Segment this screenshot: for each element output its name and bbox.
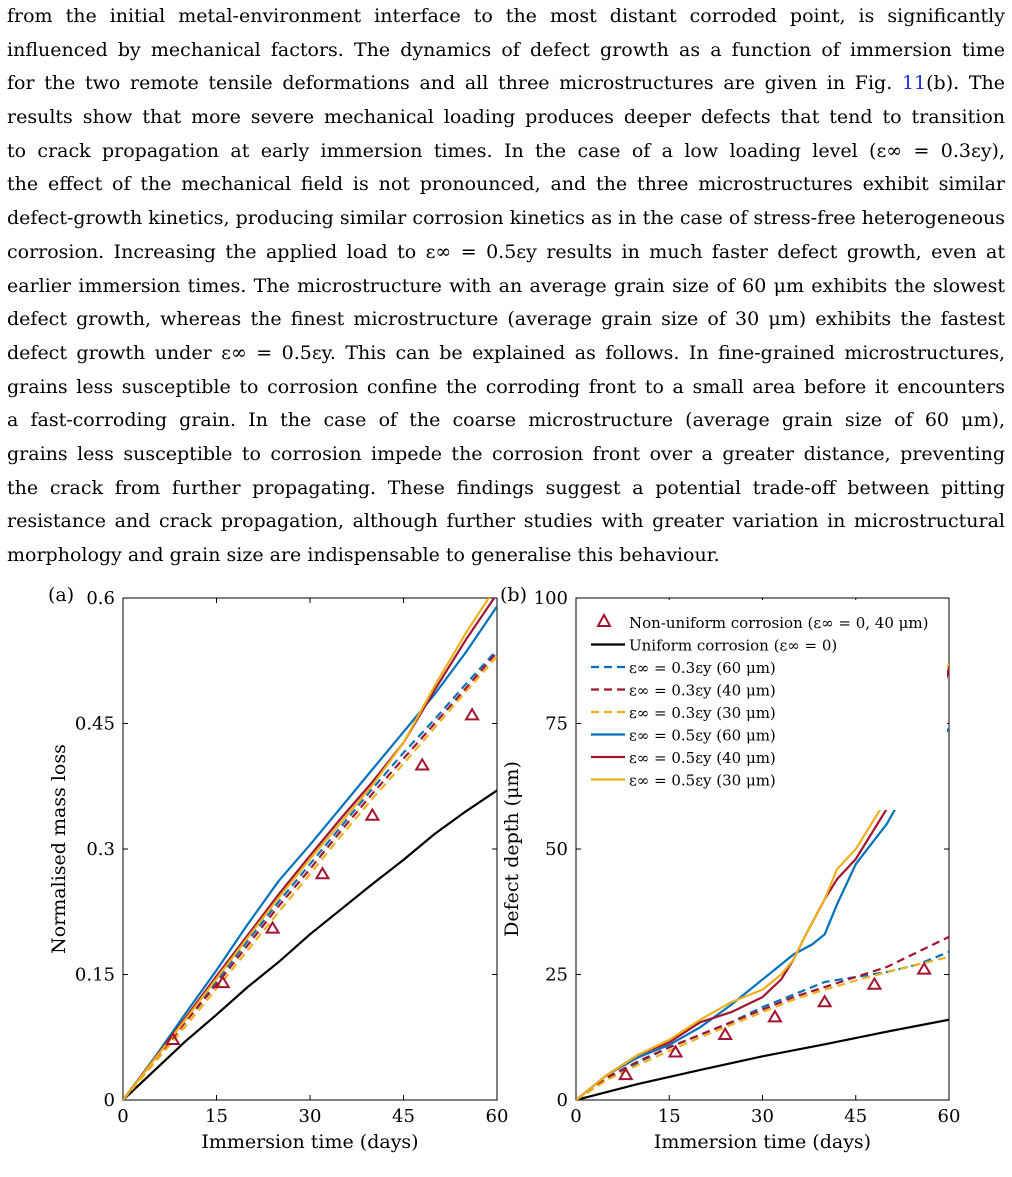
legend-label-s05_40: ε∞ = 0.5εy (40 μm) [629, 749, 776, 767]
series-line-s03_40 [576, 937, 949, 1100]
paragraph-line-6: the effect of the mechanical field is not pronounced, and the three microstructures exhibit similar [7, 173, 1005, 196]
paragraph-line-16: resistance and crack propagation, although further studies with greater variation in microstructural [7, 510, 1005, 533]
marker-nonuniform [769, 1011, 781, 1021]
paragraph-line-9: earlier immersion times. The microstructure with an average grain size of 60 μm exhibits the slowest [7, 274, 1005, 297]
marker-nonuniform [466, 709, 478, 719]
paragraph-line-14: grains less susceptible to corrosion impede the corrosion front over a greater distance, preventing [7, 442, 1005, 465]
x-tick-label: 60 [937, 1106, 961, 1127]
body-paragraph [7, 0, 1005, 573]
y-tick-label: 0 [556, 1090, 568, 1111]
y-tick-label: 0.6 [86, 588, 115, 609]
x-tick-label: 15 [657, 1106, 681, 1127]
paragraph-line-7: defect-growth kinetics, producing similar corrosion kinetics as in the case of stress-free heterogeneous [7, 207, 1005, 230]
x-tick-label: 30 [298, 1106, 322, 1127]
paragraph-line-17: morphology and grain size are indispensable to generalise this behaviour. [7, 544, 720, 566]
series-line-s03_30 [123, 657, 497, 1100]
panel-label: (a) [48, 584, 75, 606]
y-tick-label: 25 [545, 964, 568, 986]
x-axis-label: Immersion time (days) [201, 1131, 419, 1153]
figure-reference-link[interactable]: 11 [901, 72, 927, 95]
paragraph-line-5: to crack propagation at early immersion times. In the case of a low loading level (ε∞ = 0.3εy), [7, 139, 1005, 162]
legend-label-s03_40: ε∞ = 0.3εy (40 μm) [629, 681, 776, 700]
marker-nonuniform [719, 1029, 731, 1039]
legend-label-uniform: Uniform corrosion (ε∞ = 0) [629, 636, 838, 655]
paragraph-line-15: the crack from further propagating. These findings suggest a potential trade-off between pitting [7, 476, 1005, 499]
marker-nonuniform [819, 996, 831, 1006]
panel-b-defect-depth [500, 584, 960, 1153]
legend-label-s05_60: ε∞ = 0.5εy (60 μm) [629, 726, 776, 745]
x-tick-label: 0 [117, 1106, 129, 1127]
y-tick-label: 50 [545, 839, 568, 860]
x-axis-label: Immersion time (days) [653, 1131, 872, 1153]
series-line-uniform [123, 790, 497, 1100]
legend-label-s03_30: ε∞ = 0.3εy (30 μm) [629, 704, 776, 722]
legend [585, 600, 947, 810]
paragraph-line-1: from the initial metal-environment interface to the most distant corroded point, is significantly [7, 5, 1005, 27]
legend-label-nonuniform: Non-uniform corrosion (ε∞ = 0, 40 μm) [629, 614, 929, 632]
paragraph-line-4: results show that more severe mechanical loading produces deeper defects that tend to transition [7, 106, 1005, 129]
marker-nonuniform [416, 759, 428, 769]
panel-label: (b) [500, 584, 527, 606]
marker-nonuniform [316, 868, 328, 878]
y-tick-label: 0.15 [74, 964, 115, 986]
marker-nonuniform [366, 810, 378, 820]
y-tick-label: 0 [103, 1090, 115, 1111]
y-tick-label: 75 [545, 713, 568, 735]
paragraph-line-8: corrosion. Increasing the applied load to ε∞ = 0.5εy results in much faster defect growth, even at [7, 240, 1005, 263]
panel-a-mass-loss [48, 584, 508, 1153]
y-axis-label: Defect depth (μm) [501, 761, 523, 937]
legend-label-s03_60: ε∞ = 0.3εy (60 μm) [629, 659, 776, 677]
y-tick-label: 0.45 [74, 713, 115, 735]
paragraph-line-11: defect growth under ε∞ = 0.5εy. This can be explained as follows. In fine-grained microstructures, [7, 341, 1005, 364]
x-tick-label: 30 [751, 1106, 774, 1127]
y-tick-label: 100 [533, 588, 568, 609]
marker-nonuniform [217, 977, 229, 987]
x-tick-label: 15 [205, 1106, 228, 1127]
marker-nonuniform [669, 1046, 681, 1056]
x-tick-label: 45 [844, 1106, 868, 1127]
paragraph-line-13: a fast-corroding grain. In the case of the coarse microstructure (average grain size of 60 μm), [7, 409, 1005, 432]
y-tick-label: 0.3 [86, 839, 115, 860]
y-axis-label: Normalised mass loss [48, 744, 70, 954]
marker-nonuniform [868, 979, 880, 989]
figure-11 [0, 555, 1012, 1177]
plot-area [123, 585, 497, 1100]
paragraph-line-3: for the two remote tensile deformations and all three microstructures are given in Fig. 11(b). The [7, 72, 1005, 95]
x-tick-label: 60 [485, 1106, 509, 1127]
paragraph-line-2: influenced by mechanical factors. The dynamics of defect growth as a function of immersion time [7, 38, 1005, 61]
x-tick-label: 45 [392, 1106, 415, 1127]
paragraph-line-12: grains less susceptible to corrosion confine the corroding front to a small area before it encounters [7, 375, 1005, 398]
paragraph-line-10: defect growth, whereas the finest microstructure (average grain size of 30 μm) exhibits the fastest [7, 308, 1005, 331]
x-tick-label: 0 [570, 1106, 582, 1127]
legend-label-s05_30: ε∞ = 0.5εy (30 μm) [629, 771, 776, 790]
